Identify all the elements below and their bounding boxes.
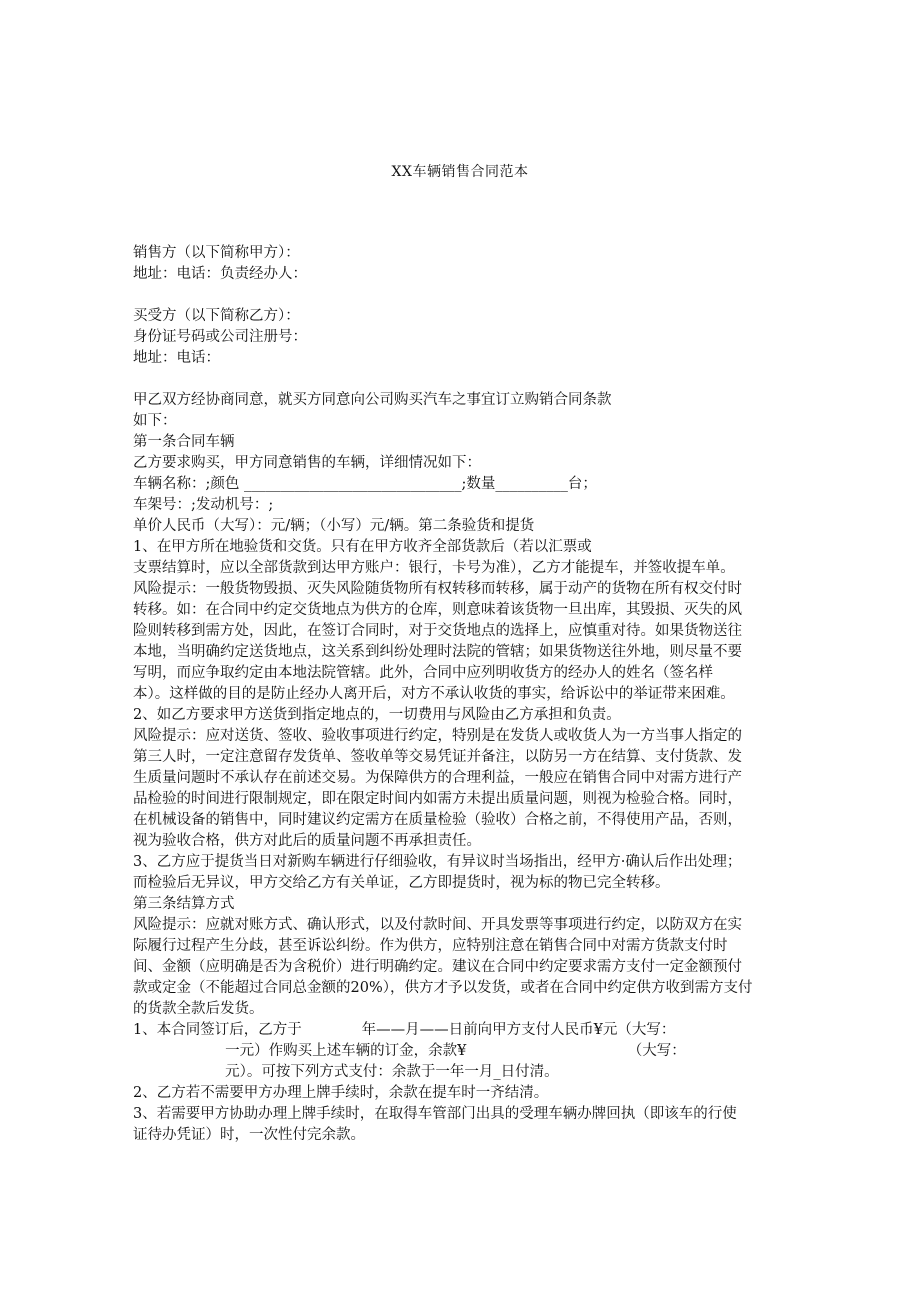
risk-note-line: 写明，而应争取约定由本地法院管辖。此外，合同中应列明收货方的经办人的姓名（签名样 (133, 665, 713, 681)
vehicle-name-line: 车辆名称：;颜色 ______________________________;数量__________台； (133, 476, 597, 492)
risk-note-line: 视为验收合格，供方对此后的质量问题不再承担责任。 (133, 833, 481, 849)
clause-line: 而检验后无异议，甲方交给乙方有关单证，乙方即提货时，视为标的物已完全转移。 (133, 875, 670, 891)
risk-note-line: 在机械设备的销售中，同时建议约定需方在质量检验（验收）合格之前，不得使用产品，否则， (133, 812, 742, 828)
risk-note-line: 款或定金（不能超过合同总金额的20%），供方才予以发货，或者在合同中约定供方收到需方支付 (133, 980, 753, 996)
risk-note-line: 本地，当明确约定送货地点，这关系到纠纷处理时法院的管辖；如果货物送往外地，则尽量不要 (133, 644, 742, 660)
payment-clause-line: 元）。可按下列方式支付：余款于一年一月_日付清。 (133, 1064, 559, 1080)
article-1-heading: 第一条合同车辆 (133, 434, 235, 450)
buyer-label: 买受方（以下简称乙方）： (133, 308, 300, 324)
seller-address-line: 地址：电话：负责经办人： (133, 266, 307, 282)
seller-label: 销售方（以下简称甲方）： (133, 245, 300, 261)
buyer-address-line: 地址：电话： (133, 350, 220, 366)
blank-line (133, 285, 793, 306)
blank-line (133, 369, 793, 390)
clause-line: 支票结算时，应以全部货款到达甲方账户：银行，卡号为准），乙方才能提车，并签收提车单。 (133, 560, 735, 576)
risk-note-line: 的货款全款后发货。 (133, 1001, 264, 1017)
article-3-heading: 第三条结算方式 (133, 896, 235, 912)
clause-line: 3、乙方应于提货当日对新购车辆进行仔细验收，有异议时当场指出，经甲方·确认后作出处理； (133, 854, 742, 870)
risk-note-line: 转移。如：在合同中约定交货地点为供方的仓库，则意味着该货物一旦出库，其毁损、灭失的风 (133, 602, 742, 618)
risk-note-line: 风险提示：一般货物毁损、灭失风险随货物所有权转移而转移，属于动产的货物在所有权交付时 (133, 581, 742, 597)
preamble-line: 甲乙双方经协商同意，就买方同意向公司购买汽车之事宜订立购销合同条款 (133, 392, 612, 408)
buyer-id-line: 身份证号码或公司注册号： (133, 329, 307, 345)
article-1-line: 乙方要求购买，甲方同意销售的车辆，详细情况如下： (133, 455, 481, 471)
preamble-line: 如下： (133, 413, 177, 429)
risk-note-line: 风险提示：应对送货、签收、验收事项进行约定，特别是在发货人或收货人为一方当事人指定的 (133, 728, 742, 744)
clause-line: 2、乙方若不需要甲方办理上牌手续时，余款在提车时一齐结清。 (133, 1085, 549, 1101)
unit-price-line: 单价人民币（大写）：元/辆；（小写）元/辆。第二条验货和提货 (133, 518, 535, 534)
risk-note-line: 间、金额（应明确是否为含税价）进行明确约定。建议在合同中约定要求需方支付一定金额预付 (133, 959, 742, 975)
vehicle-frame-line: 车架号：;发动机号：; (133, 497, 274, 513)
payment-clause-line: 1、本合同签订后，乙方于 年——月——日前向甲方支付人民币¥元（大写： (133, 1022, 676, 1038)
risk-note-line: 风险提示：应就对账方式、确认形式，以及付款时间、开具发票等事项进行约定，以防双方在实 (133, 917, 742, 933)
document-body (133, 243, 793, 1146)
risk-note-line: 际履行过程产生分歧，甚至诉讼纠纷。作为供方，应特别注意在销售合同中对需方货款支付时 (133, 938, 728, 954)
risk-note-line: 第三人时，一定注意留存发货单、签收单等交易凭证并备注，以防另一方在结算、支付货款、发 (133, 749, 742, 765)
payment-clause-line: 一元）作购买上述车辆的订金，余款¥ （大写： (133, 1043, 686, 1059)
risk-note-line: 生质量问题时不承认存在前述交易。为保障供方的合理利益，一般应在销售合同中对需方进行产 (133, 770, 742, 786)
clause-line: 证待办凭证）时，一次性付完余款。 (133, 1127, 365, 1143)
risk-note-line: 本）。这样做的目的是防止经办人离开后，对方不承认收货的事实，给诉讼中的举证带来困难。 (133, 686, 735, 702)
risk-note-line: 品检验的时间进行限制规定，即在限定时间内如需方未提出质量问题，则视为检验合格。同时， (133, 791, 742, 807)
clause-line: 1、在甲方所在地验货和交货。只有在甲方收齐全部货款后（若以汇票或 (133, 539, 592, 555)
clause-line: 3、若需要甲方协助办理上牌手续时，在取得车管部门出具的受理车辆办牌回执（即该车的行使 (133, 1106, 737, 1122)
document-title: XX车辆销售合同范本 (391, 164, 529, 180)
clause-line: 2、如乙方要求甲方送货到指定地点的，一切费用与风险由乙方承担和负责。 (133, 707, 621, 723)
risk-note-line: 险则转移到需方处，因此，在签订合同时，对于交货地点的选择上，应慎重对待。如果货物送往 (133, 623, 742, 639)
